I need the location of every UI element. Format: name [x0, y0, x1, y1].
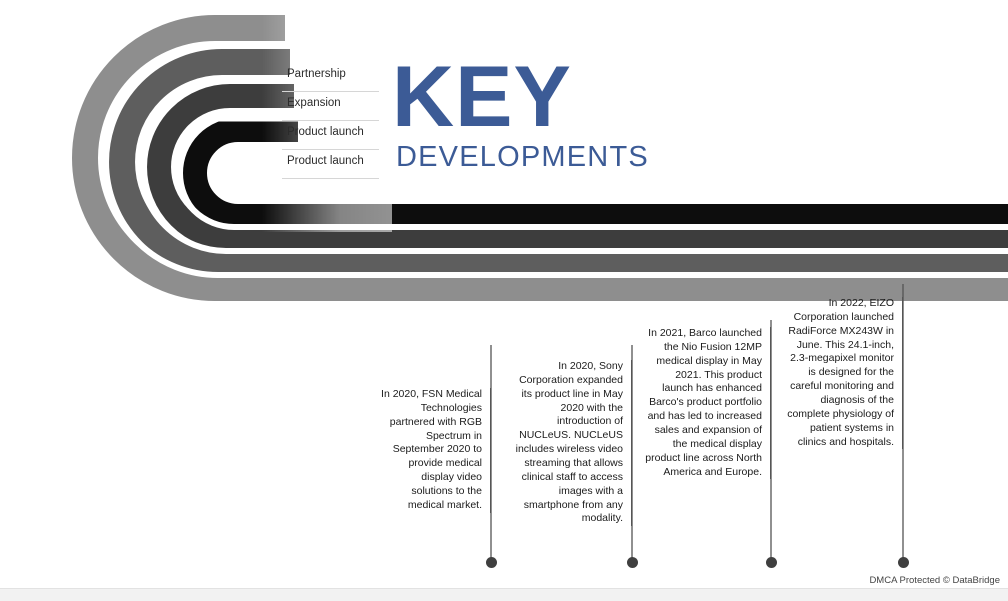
- legend-divider-4: [282, 178, 379, 179]
- timeline-dot-3: [766, 557, 777, 568]
- legend-item-product-launch-2: Product launch: [287, 155, 364, 167]
- title-block: [392, 49, 752, 174]
- timeline-dot-2: [627, 557, 638, 568]
- legend-divider-3: [282, 149, 379, 150]
- page-title: KEY: [392, 49, 572, 145]
- timeline-dot-1: [486, 557, 497, 568]
- legend: [287, 60, 397, 176]
- callout-fsn-medical: In 2020, FSN Medical Technologies partnered with RGB Spectrum in September 2020 to provide medical display video solutions to the medical market.: [381, 388, 491, 513]
- legend-divider-1: [282, 91, 379, 92]
- watermark: DMCA Protected © DataBridge: [869, 575, 1000, 586]
- legend-item-expansion: Expansion: [287, 97, 341, 109]
- callout-sony-corporation: In 2020, Sony Corporation expanded its product line in May 2020 with the introduction of NUCLeUS. NUCLeUS includes wireless video streaming that allows clinical staff to access images with a smartphone from any modality.: [510, 360, 632, 526]
- callout-barco-nio-fusion: In 2021, Barco launched the Nio Fusion 12MP medical display in May 2021. This product launch has enhanced Barco's product portfolio and has led to increased sales and expansion of the medical display product line across North America and Europe.: [645, 327, 771, 479]
- page-subtitle: DEVELOPMENTS: [396, 141, 649, 174]
- legend-divider-2: [282, 120, 379, 121]
- legend-item-product-launch-1: Product launch: [287, 126, 364, 138]
- footer-band: [0, 588, 1008, 601]
- callout-eizo-radiforce: In 2022, EIZO Corporation launched RadiForce MX243W in June. This 24.1-inch, 2.3-megapixel monitor is designed for the careful monitoring and diagnosis of the complete physiology of patient systems in clinics and hospitals.: [780, 297, 903, 449]
- legend-item-partnership: Partnership: [287, 68, 346, 80]
- timeline-dot-4: [898, 557, 909, 568]
